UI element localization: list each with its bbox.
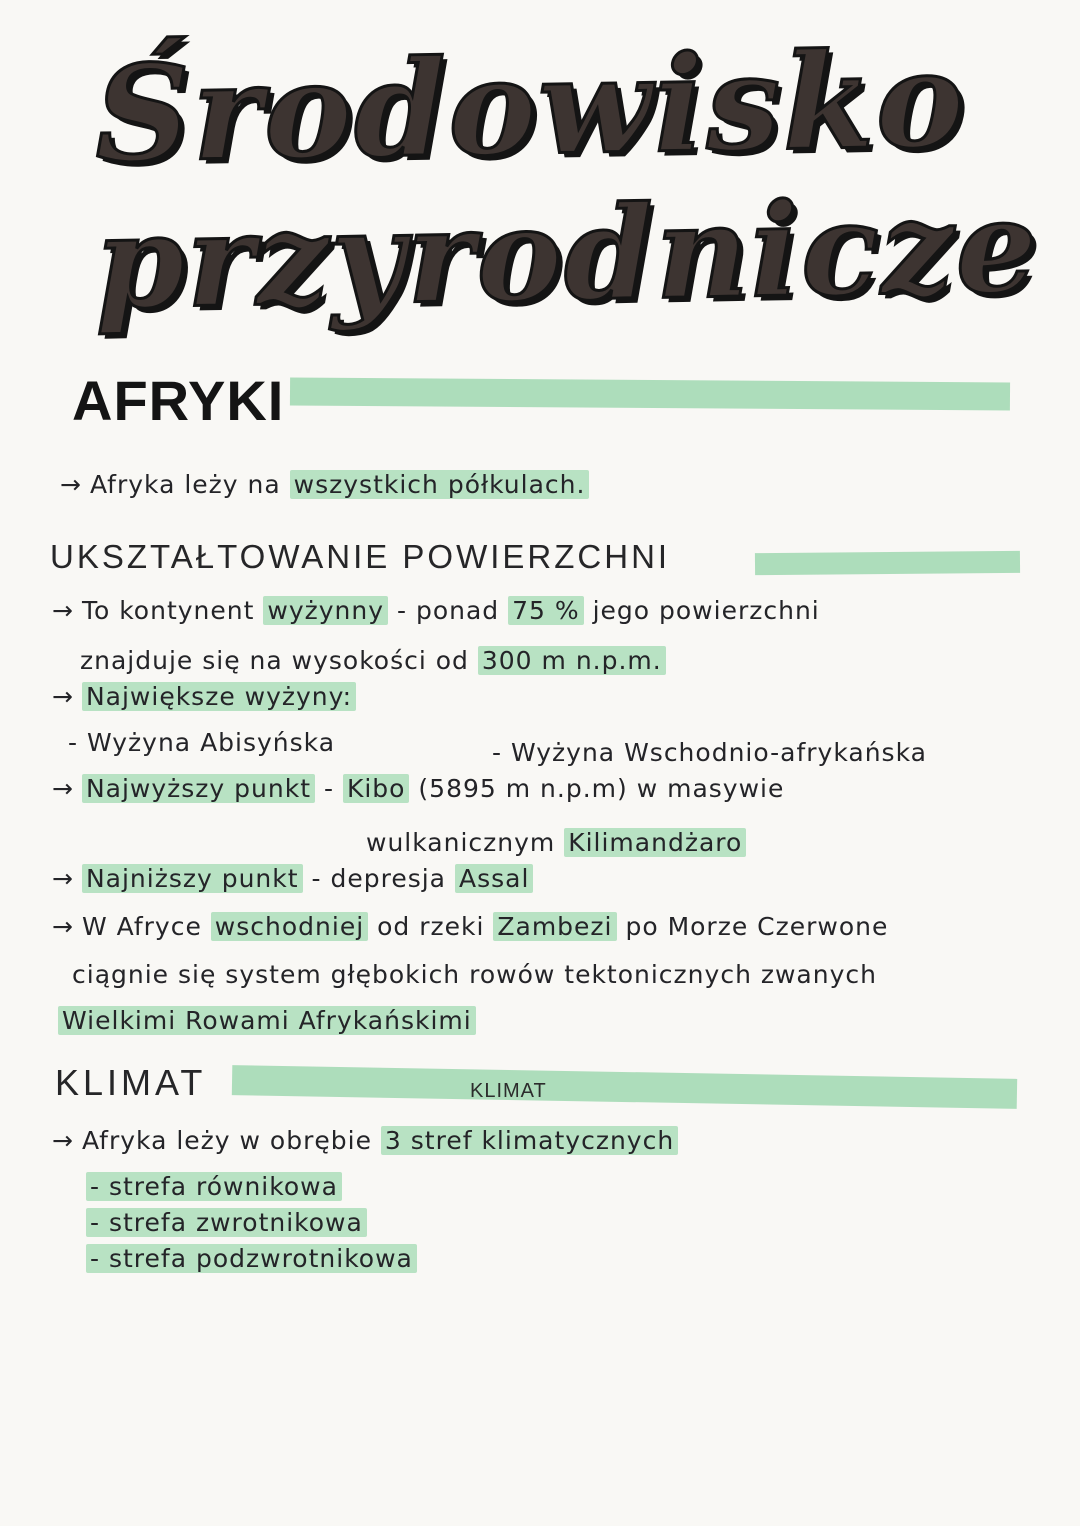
- surface-line-4b: - Wyżyna Wschodnio-afrykańska: [492, 738, 927, 767]
- surface-line-3: → Największe wyżyny:: [52, 682, 356, 711]
- surface-line-9: ciągnie się system głębokich rowów tektonicznych zwanych: [72, 960, 877, 989]
- surface-line-2: znajduje się na wysokości od 300 m n.p.m.: [80, 646, 666, 675]
- arrow-icon: →: [52, 682, 74, 711]
- surface-line-1: → To kontynent wyżynny - ponad 75 % jego powierzchni: [52, 596, 820, 625]
- title-line-1: Środowisko: [93, 22, 968, 193]
- arrow-icon: →: [52, 912, 74, 941]
- arrow-icon: →: [52, 774, 74, 803]
- uksztaltowanie-highlight-bar: [755, 551, 1020, 575]
- surface-line-6: wulkanicznym Kilimandżaro: [366, 828, 746, 857]
- section-klimat-heading: KLIMAT: [55, 1062, 207, 1103]
- arrow-icon: →: [52, 864, 74, 893]
- climate-line-1: → Afryka leży w obrębie 3 stref klimatycznych: [52, 1126, 678, 1155]
- climate-item: - strefa równikowa: [86, 1172, 342, 1201]
- arrow-icon: →: [60, 470, 82, 499]
- title-line-2: przyrodnicze: [93, 171, 1041, 339]
- surface-line-7: → Najniższy punkt - depresja Assal: [52, 864, 533, 893]
- section-uksztaltowanie-heading: UKSZTAŁTOWANIE POWIERZCHNI: [50, 538, 671, 575]
- highlight: wszystkich półkulach.: [290, 470, 590, 499]
- section-afryki-heading: AFRYKI: [72, 369, 285, 432]
- afryki-highlight-bar: [290, 377, 1010, 410]
- surface-line-5: → Najwyższy punkt - Kibo (5895 m n.p.m) w masywie: [52, 774, 785, 803]
- climate-item: - strefa zwrotnikowa: [86, 1208, 367, 1237]
- arrow-icon: →: [52, 596, 74, 625]
- intro-line: → Afryka leży na wszystkich półkulach.: [60, 470, 589, 499]
- surface-line-4a: - Wyżyna Abisyńska: [68, 728, 336, 757]
- surface-line-10: Wielkimi Rowami Afrykańskimi: [58, 1006, 476, 1035]
- surface-line-8: → W Afryce wschodniej od rzeki Zambezi po Morze Czerwone: [52, 912, 889, 941]
- climate-item: - strefa podzwrotnikowa: [86, 1244, 417, 1273]
- klimat-highlight-bar: [232, 1065, 1017, 1109]
- klimat-bar-label: KLIMAT: [470, 1080, 547, 1102]
- arrow-icon: →: [52, 1126, 74, 1155]
